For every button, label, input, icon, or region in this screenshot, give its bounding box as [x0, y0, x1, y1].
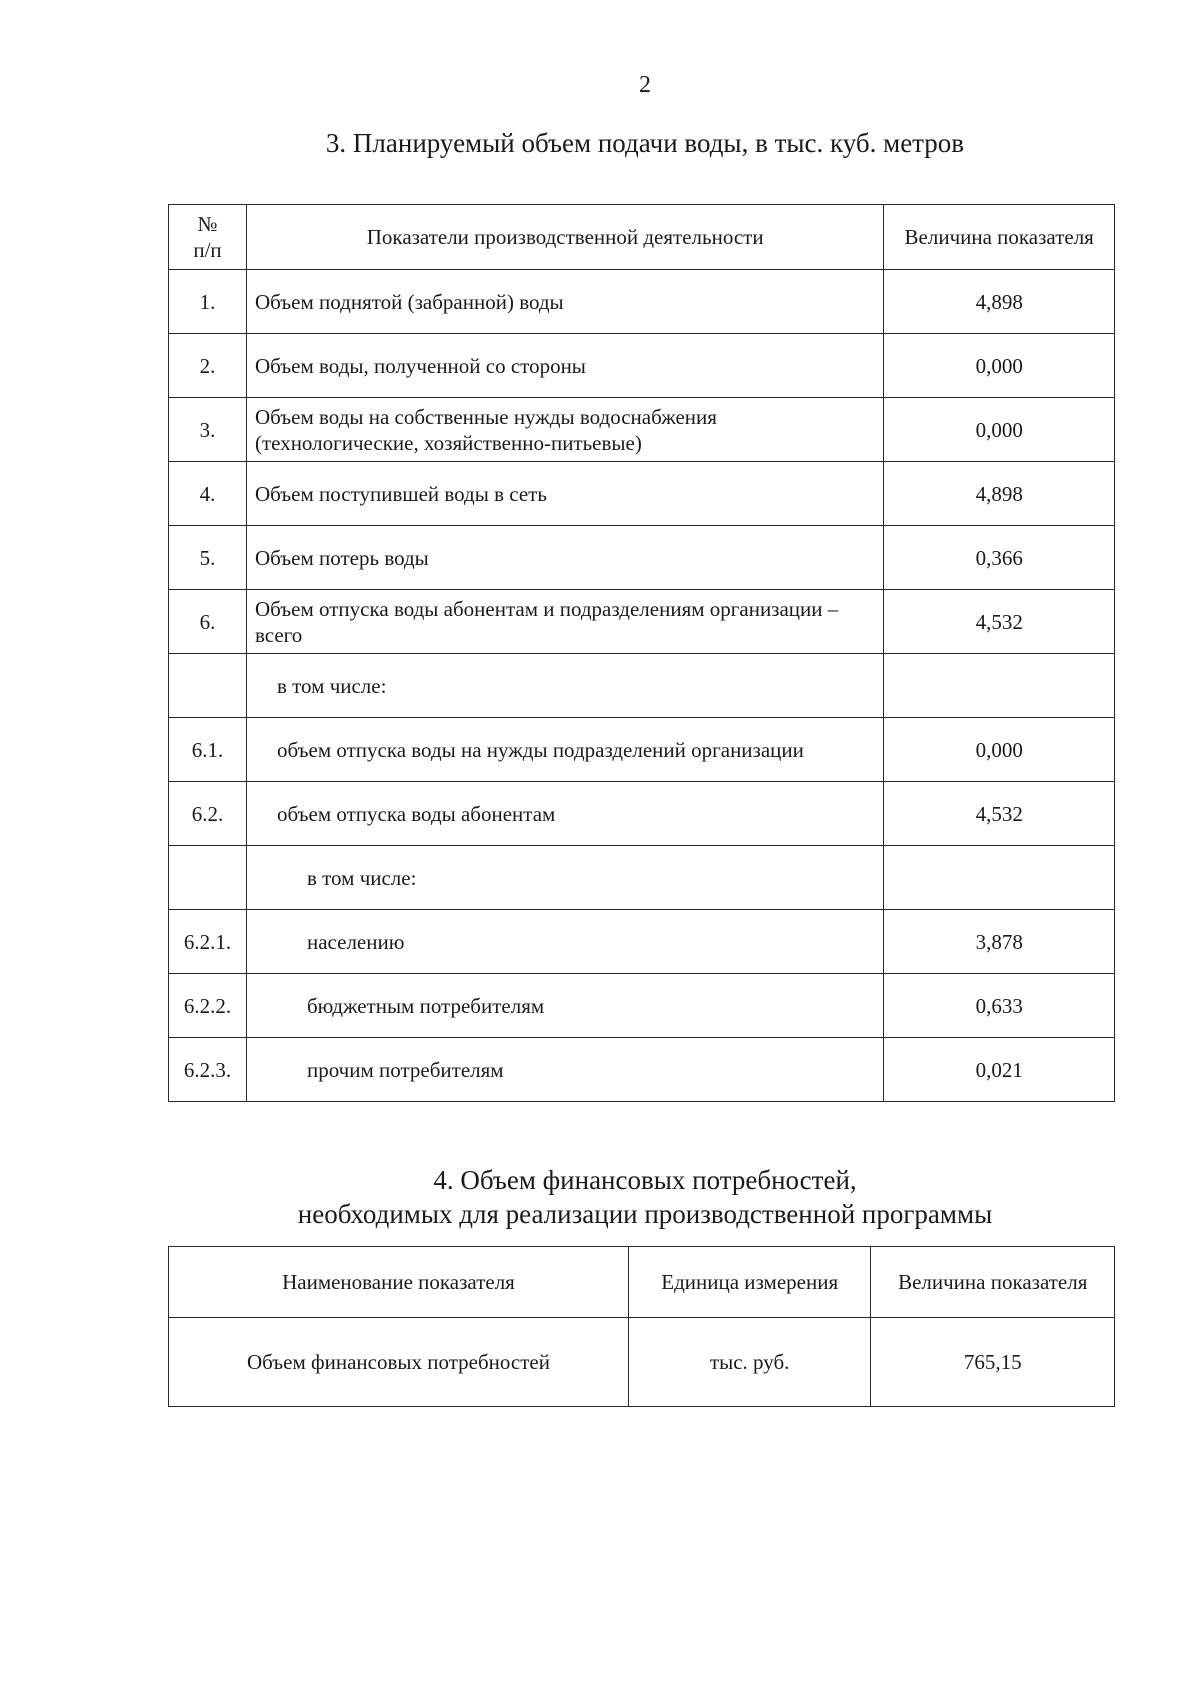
- row-value: 0,021: [884, 1038, 1115, 1102]
- row-indicator: объем отпуска воды абонентам: [246, 782, 883, 846]
- row-num: 6.: [169, 590, 247, 654]
- section-3-title: 3. Планируемый объем подачи воды, в тыс. куб. метров: [325, 128, 965, 158]
- row-num: 6.2.2.: [169, 974, 247, 1038]
- row-unit: тыс. руб.: [628, 1318, 871, 1407]
- row-value: 0,633: [884, 974, 1115, 1038]
- table-row: [169, 526, 1115, 590]
- header-name: Наименование показателя: [169, 1247, 629, 1318]
- header-value: Величина показателя: [884, 205, 1115, 270]
- row-num: 2.: [169, 334, 247, 398]
- row-indicator: объем отпуска воды на нужды подразделений организации: [246, 718, 883, 782]
- section-4-title: [0, 1163, 1200, 1231]
- table-row: [169, 398, 1115, 462]
- table-row: [169, 782, 1115, 846]
- row-num: 4.: [169, 462, 247, 526]
- row-name: Объем финансовых потребностей: [169, 1318, 629, 1407]
- row-value: 0,366: [884, 526, 1115, 590]
- row-num: 1.: [169, 270, 247, 334]
- table-row: [169, 462, 1115, 526]
- header-indicator: Показатели производственной деятельности: [246, 205, 883, 270]
- row-indicator: Объем потерь воды: [246, 526, 883, 590]
- header-unit: Единица измерения: [628, 1247, 871, 1318]
- row-value: 0,000: [884, 398, 1115, 462]
- table-row: [169, 718, 1115, 782]
- row-value: 0,000: [884, 718, 1115, 782]
- row-num: 6.2.: [169, 782, 247, 846]
- row-value: [884, 654, 1115, 718]
- row-value: 0,000: [884, 334, 1115, 398]
- row-value: 4,898: [884, 462, 1115, 526]
- row-value: [884, 846, 1115, 910]
- row-value: 4,898: [884, 270, 1115, 334]
- row-indicator: в том числе:: [246, 654, 883, 718]
- row-indicator: в том числе:: [246, 846, 883, 910]
- water-supply-table: [168, 204, 1115, 1102]
- row-indicator: прочим потребителям: [246, 1038, 883, 1102]
- table-row: [169, 1318, 1115, 1407]
- row-num: 6.1.: [169, 718, 247, 782]
- row-value: 3,878: [884, 910, 1115, 974]
- table-row: [169, 334, 1115, 398]
- financial-needs-table: [168, 1246, 1115, 1407]
- row-num: 5.: [169, 526, 247, 590]
- table-row: [169, 846, 1115, 910]
- row-indicator: Объем воды, полученной со стороны: [246, 334, 883, 398]
- table-row: [169, 910, 1115, 974]
- row-value: 4,532: [884, 590, 1115, 654]
- row-indicator: Объем воды на собственные нужды водоснабжения (технологические, хозяйственно-питьевые): [246, 398, 883, 462]
- table-row: [169, 270, 1115, 334]
- row-num: [169, 654, 247, 718]
- table-row: [169, 590, 1115, 654]
- page-number: 2: [639, 72, 651, 98]
- row-indicator: Объем поднятой (забранной) воды: [246, 270, 883, 334]
- table-row: [169, 1038, 1115, 1102]
- section-4-title-line-1: 4. Объем финансовых потребностей,: [433, 1165, 857, 1195]
- row-indicator: Объем отпуска воды абонентам и подразделениям организации – всего: [246, 590, 883, 654]
- row-indicator: Объем поступившей воды в сеть: [246, 462, 883, 526]
- header-num: № п/п: [169, 205, 247, 270]
- table-header-row: [169, 1247, 1115, 1318]
- row-value: 4,532: [884, 782, 1115, 846]
- row-num: 6.2.1.: [169, 910, 247, 974]
- table-row: [169, 974, 1115, 1038]
- table-header-row: [169, 205, 1115, 270]
- row-num: 3.: [169, 398, 247, 462]
- row-num: 6.2.3.: [169, 1038, 247, 1102]
- header-value: Величина показателя: [871, 1247, 1115, 1318]
- row-indicator: бюджетным потребителям: [246, 974, 883, 1038]
- row-indicator: населению: [246, 910, 883, 974]
- section-4-title-line-2: необходимых для реализации производственной программы: [297, 1199, 993, 1229]
- row-value: 765,15: [871, 1318, 1115, 1407]
- row-num: [169, 846, 247, 910]
- table-row: [169, 654, 1115, 718]
